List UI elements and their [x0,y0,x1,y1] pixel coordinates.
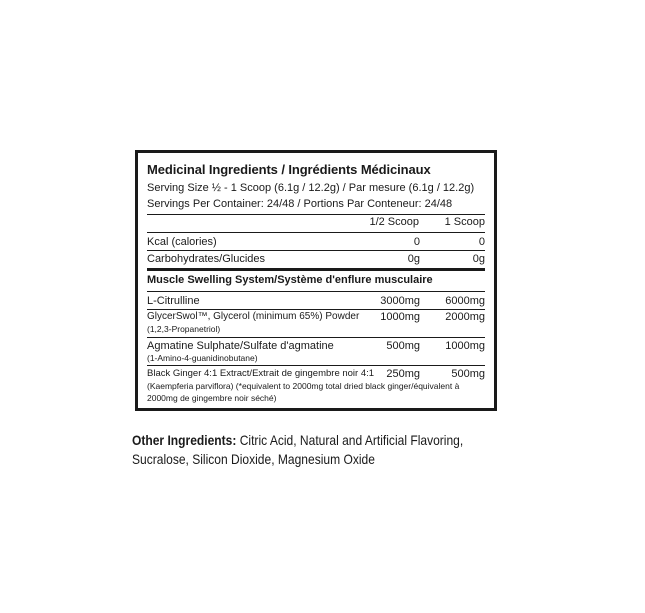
row-value-half: 0g [407,253,420,265]
other-ingredients-text: Citric Acid, Natural and Artificial Flavoring, Sucralose, Silicon Dioxide, Magnesium Oxide [132,432,464,467]
divider [147,250,485,251]
divider-thick [147,268,485,271]
row-value-half: 500mg [386,340,420,352]
row-label: Kcal (calories) [147,236,217,248]
row-label: GlycerSwol™, Glycerol (minimum 65%) Powder [147,311,360,322]
ingredients-panel [135,150,497,411]
other-ingredients [132,431,510,469]
row-value-full: 0 [478,236,485,248]
row-sublabel: (1-Amino-4-guanidinobutane) [147,353,258,363]
servings-per-container: Servings Per Container: 24/48 / Portions Par Conteneur: 24/48 [147,198,453,210]
divider [147,337,485,338]
row-label: Agmatine Sulphate/Sulfate d'agmatine [147,340,334,352]
row-label: Black Ginger 4:1 Extract/Extrait de gingembre noir 4:1 [147,368,375,379]
row-value-full: 2000mg [445,311,485,323]
row-sublabel: (1,2,3-Propanetriol) [147,324,221,334]
serving-size: Serving Size ½ - 1 Scoop (6.1g / 12.2g) / Par mesure (6.1g / 12.2g) [147,182,475,194]
row-value-full: 500mg [451,368,485,380]
divider [147,232,485,233]
divider [147,309,485,310]
row-sublabel: (Kaempferia parviflora) (*equivalent to 2000mg total dried black ginger/équivalent à 2000mg de gingembre noir séché) [147,381,460,403]
row-value-half: 1000mg [380,311,420,323]
divider [147,291,485,292]
row-label: Carbohydrates/Glucides [147,253,266,265]
row-label: L-Citrulline [147,295,200,307]
other-ingredients-heading: Other Ingredients: [132,432,237,448]
row-value-full: 0g [472,253,485,265]
divider [147,365,485,366]
row-value-half: 250mg [386,368,420,380]
panel-title: Medicinal Ingredients / Ingrédients Médicinaux [147,162,431,177]
row-value-half: 3000mg [380,295,420,307]
divider [147,214,485,215]
row-value-half: 0 [413,236,420,248]
section-title: Muscle Swelling System/Système d'enflure musculaire [147,274,433,286]
row-value-full: 1000mg [445,340,485,352]
column-header-half-scoop: 1/2 Scoop [369,216,419,228]
row-value-full: 6000mg [445,295,485,307]
column-header-one-scoop: 1 Scoop [444,216,485,228]
